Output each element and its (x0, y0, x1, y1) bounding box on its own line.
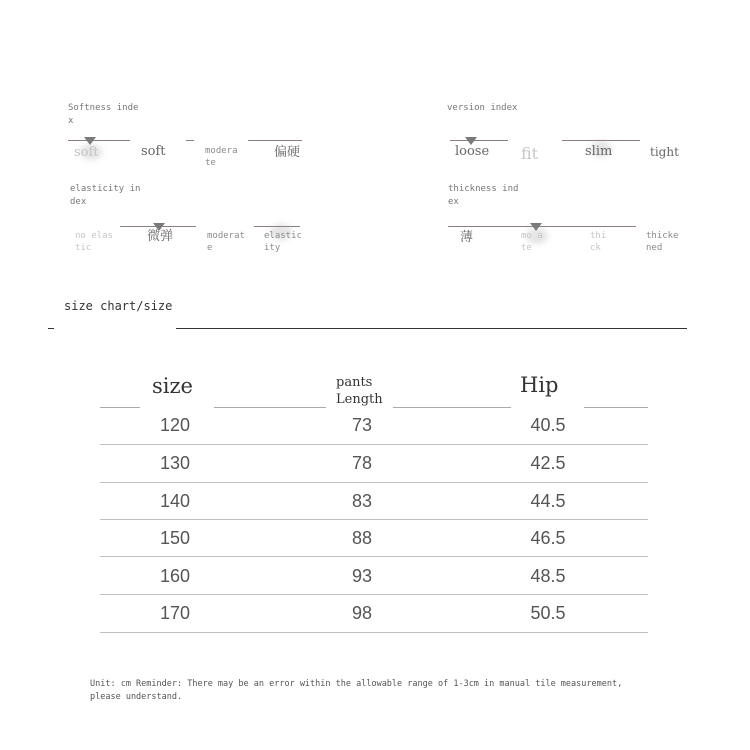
size-cell: 130 (159, 453, 191, 473)
version-option: loose (455, 144, 490, 159)
elasticity-option: 微弹 (147, 229, 174, 244)
header-underline (584, 407, 648, 408)
softness-option: modera te (205, 146, 238, 168)
length-cell: 98 (351, 603, 373, 623)
hip-cell: 40.5 (530, 415, 566, 435)
hip-cell: 48.5 (530, 566, 566, 586)
length-cell: 88 (351, 528, 373, 548)
divider (176, 328, 687, 329)
size-chart-title: size chart/size (64, 299, 173, 313)
size-cell: 160 (159, 566, 191, 586)
thickness-option: 薄 (460, 230, 474, 245)
divider (48, 328, 54, 329)
header-underline (393, 407, 511, 408)
version-option: slim (585, 144, 613, 159)
version-line (450, 140, 508, 141)
elasticity-option: moderat e (207, 231, 245, 253)
hip-cell: 46.5 (530, 528, 566, 548)
header-length-line2: Length (336, 392, 383, 407)
hip-cell: 42.5 (530, 453, 566, 473)
length-cell: 83 (351, 491, 373, 511)
size-cell: 150 (159, 528, 191, 548)
softness-line (68, 140, 130, 141)
thickness-option: mo a te (521, 231, 543, 253)
softness-option: soft (74, 145, 99, 160)
header-hip: Hip (520, 373, 559, 397)
hip-cell: 50.5 (530, 603, 566, 623)
version-option: tight (650, 145, 679, 159)
softness-option: soft (141, 144, 166, 159)
size-cell: 170 (159, 603, 191, 623)
size-cell: 140 (159, 491, 191, 511)
row-divider (100, 444, 648, 445)
hip-cell: 44.5 (530, 491, 566, 511)
thickness-line (448, 226, 636, 227)
row-divider (100, 556, 648, 557)
elasticity-option: no elas tic (75, 231, 113, 253)
row-divider (100, 632, 648, 633)
length-cell: 93 (351, 566, 373, 586)
thickness-option: thi ck (590, 231, 607, 253)
elasticity-option: elastic ity (264, 231, 302, 253)
size-cell: 120 (159, 415, 191, 435)
header-size: size (152, 374, 193, 398)
header-length (336, 374, 383, 408)
length-cell: 78 (351, 453, 373, 473)
softness-index-title: Softness inde x (68, 103, 139, 126)
softness-option: 偏硬 (274, 145, 301, 160)
softness-line (248, 140, 302, 141)
header-underline (214, 407, 326, 408)
thickness-index-title: thickness ind ex (448, 184, 519, 207)
row-divider (100, 594, 648, 595)
header-length-line1: pants (336, 375, 373, 390)
measurement-note: Unit: cm Reminder: There may be an error within the allowable range of 1-3cm in manual tile measurement, please understand. (90, 679, 623, 702)
row-divider (100, 482, 648, 483)
elasticity-index-title: elasticity in dex (70, 184, 141, 207)
version-index-title: version index (447, 103, 518, 113)
thickness-option: thicke ned (646, 231, 679, 253)
version-option: fit (521, 144, 539, 163)
length-cell: 73 (351, 415, 373, 435)
row-divider (100, 519, 648, 520)
header-underline (100, 407, 140, 408)
softness-line (186, 140, 194, 141)
